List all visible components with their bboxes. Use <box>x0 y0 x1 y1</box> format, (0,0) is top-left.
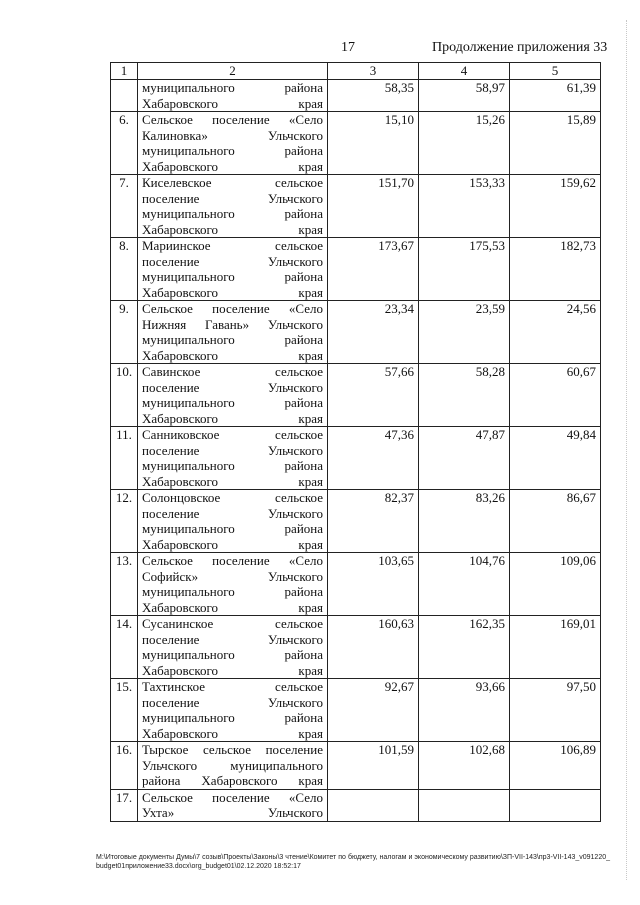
settlement-name-line: Хабаровского края <box>142 536 323 552</box>
settlement-name-line: Хабаровского края <box>142 158 323 174</box>
table-row <box>111 175 601 238</box>
settlement-name-line: Ухта» Ульчского <box>142 805 323 820</box>
settlement-name-line: Сельское поселение «Село <box>142 112 323 127</box>
value-col-3: 47,36 <box>328 427 419 490</box>
value-col-5: 182,73 <box>510 238 601 301</box>
settlement-name-line: Хабаровского края <box>142 95 323 111</box>
settlement-name-line: Хабаровского края <box>142 725 323 741</box>
value-col-5: 15,89 <box>510 112 601 175</box>
settlement-name-line: муниципального района <box>142 584 323 599</box>
settlement-name-line: Хабаровского края <box>142 284 323 300</box>
settlement-name <box>138 238 328 301</box>
row-number: 11. <box>111 427 138 490</box>
settlement-name-line: Киселевское сельское <box>142 175 323 190</box>
value-col-5: 24,56 <box>510 301 601 364</box>
settlement-name-line: Нижняя Гавань» Ульчского <box>142 316 323 332</box>
value-col-5: 106,89 <box>510 742 601 790</box>
value-col-5: 169,01 <box>510 616 601 679</box>
table-row <box>111 427 601 490</box>
row-number: 9. <box>111 301 138 364</box>
settlement-name-line: муниципального района <box>142 395 323 410</box>
settlement-name-line: Солонцовское сельское <box>142 490 323 505</box>
column-header: 5 <box>510 63 601 80</box>
value-col-3: 23,34 <box>328 301 419 364</box>
value-col-3: 92,67 <box>328 679 419 742</box>
value-col-4: 83,26 <box>419 490 510 553</box>
value-col-4: 104,76 <box>419 553 510 616</box>
value-col-4: 102,68 <box>419 742 510 790</box>
value-col-4: 175,53 <box>419 238 510 301</box>
document-path-footer: M:\Итоговые документы Думы\7 созыв\Проекты\Законы\3 чтение\Комитет по бюджету, налогам и экономическому развитию\ЗП-VII-143\пр3-VII-143_v091220_budget01приложение33.docx\org_budget01\02.12.2020 18:52:17 <box>96 854 610 870</box>
column-header: 3 <box>328 63 419 80</box>
settlement-name <box>138 553 328 616</box>
settlement-name-line: Сельское поселение «Село <box>142 789 323 805</box>
settlement-name-line: муниципального района <box>142 710 323 725</box>
row-number: 14. <box>111 616 138 679</box>
settlement-name-line: Тырское сельское поселение <box>142 742 323 757</box>
value-col-3: 160,63 <box>328 616 419 679</box>
settlement-name-line: Санниковское сельское <box>142 427 323 442</box>
settlement-name <box>138 80 328 112</box>
table-row <box>111 789 601 821</box>
table-row <box>111 490 601 553</box>
settlement-name <box>138 616 328 679</box>
continuation-title: Продолжение приложения 33 <box>432 40 608 55</box>
row-number: 6. <box>111 112 138 175</box>
settlement-name-line: Мариинское сельское <box>142 238 323 253</box>
value-col-4: 58,28 <box>419 364 510 427</box>
value-col-4: 15,26 <box>419 112 510 175</box>
settlement-name-line: поселение Ульчского <box>142 694 323 710</box>
value-col-5: 61,39 <box>510 80 601 112</box>
table-row <box>111 301 601 364</box>
value-col-5: 109,06 <box>510 553 601 616</box>
settlement-name-line: Софийск» Ульчского <box>142 568 323 584</box>
column-header: 4 <box>419 63 510 80</box>
value-col-4 <box>419 789 510 821</box>
table-header-row <box>111 63 601 80</box>
row-number: 17. <box>111 789 138 821</box>
value-col-4: 153,33 <box>419 175 510 238</box>
table-row <box>111 238 601 301</box>
value-col-4: 58,97 <box>419 80 510 112</box>
value-col-3: 173,67 <box>328 238 419 301</box>
value-col-5 <box>510 789 601 821</box>
settlement-name <box>138 301 328 364</box>
table-row <box>111 80 601 112</box>
row-number: 7. <box>111 175 138 238</box>
settlement-name-line: поселение Ульчского <box>142 442 323 458</box>
table-row <box>111 553 601 616</box>
settlement-name <box>138 175 328 238</box>
settlement-name-line: муниципального района <box>142 332 323 347</box>
row-number: 8. <box>111 238 138 301</box>
row-number: 16. <box>111 742 138 790</box>
table-row <box>111 112 601 175</box>
value-col-4: 93,66 <box>419 679 510 742</box>
settlement-name-line: Хабаровского края <box>142 347 323 363</box>
value-col-4: 162,35 <box>419 616 510 679</box>
settlement-name-line: поселение Ульчского <box>142 253 323 269</box>
value-col-5: 86,67 <box>510 490 601 553</box>
settlement-name-line: Хабаровского края <box>142 221 323 237</box>
settlement-name-line: муниципального района <box>142 80 323 95</box>
settlement-name-line: поселение Ульчского <box>142 631 323 647</box>
row-number: 12. <box>111 490 138 553</box>
value-col-5: 49,84 <box>510 427 601 490</box>
settlement-name-line: Хабаровского края <box>142 662 323 678</box>
row-number: 10. <box>111 364 138 427</box>
settlement-name <box>138 679 328 742</box>
table-row <box>111 679 601 742</box>
settlement-name-line: Тахтинское сельское <box>142 679 323 694</box>
value-col-3: 58,35 <box>328 80 419 112</box>
value-col-5: 97,50 <box>510 679 601 742</box>
value-col-5: 60,67 <box>510 364 601 427</box>
table-row <box>111 616 601 679</box>
value-col-4: 47,87 <box>419 427 510 490</box>
value-col-4: 23,59 <box>419 301 510 364</box>
settlement-name-line: муниципального района <box>142 521 323 536</box>
budget-table <box>110 62 601 822</box>
settlement-name-line: района Хабаровского края <box>142 773 323 788</box>
settlement-name-line: муниципального района <box>142 143 323 158</box>
value-col-3: 151,70 <box>328 175 419 238</box>
settlement-name <box>138 789 328 821</box>
settlement-name-line: муниципального района <box>142 458 323 473</box>
settlement-name-line: Калиновка» Ульчского <box>142 127 323 143</box>
value-col-3: 57,66 <box>328 364 419 427</box>
column-header: 2 <box>138 63 328 80</box>
settlement-name-line: Хабаровского края <box>142 410 323 426</box>
settlement-name <box>138 490 328 553</box>
settlement-name-line: поселение Ульчского <box>142 190 323 206</box>
value-col-3: 101,59 <box>328 742 419 790</box>
value-col-3 <box>328 789 419 821</box>
settlement-name-line: муниципального района <box>142 647 323 662</box>
table-row <box>111 364 601 427</box>
settlement-name-line: Сусанинское сельское <box>142 616 323 631</box>
settlement-name-line: муниципального района <box>142 206 323 221</box>
page-number: 17 <box>341 40 355 55</box>
column-header: 1 <box>111 63 138 80</box>
table-row <box>111 742 601 790</box>
value-col-3: 82,37 <box>328 490 419 553</box>
settlement-name <box>138 364 328 427</box>
value-col-3: 103,65 <box>328 553 419 616</box>
settlement-name-line: муниципального района <box>142 269 323 284</box>
settlement-name-line: Сельское поселение «Село <box>142 553 323 568</box>
settlement-name-line: Ульчского муниципального <box>142 757 323 773</box>
row-number <box>111 80 138 112</box>
row-number: 13. <box>111 553 138 616</box>
settlement-name-line: поселение Ульчского <box>142 505 323 521</box>
settlement-name-line: Савинское сельское <box>142 364 323 379</box>
settlement-name-line: Сельское поселение «Село <box>142 301 323 316</box>
settlement-name <box>138 112 328 175</box>
value-col-5: 159,62 <box>510 175 601 238</box>
settlement-name <box>138 742 328 790</box>
settlement-name-line: поселение Ульчского <box>142 379 323 395</box>
settlement-name <box>138 427 328 490</box>
row-number: 15. <box>111 679 138 742</box>
settlement-name-line: Хабаровского края <box>142 473 323 489</box>
scan-edge-line <box>626 20 627 880</box>
settlement-name-line: Хабаровского края <box>142 599 323 615</box>
value-col-3: 15,10 <box>328 112 419 175</box>
